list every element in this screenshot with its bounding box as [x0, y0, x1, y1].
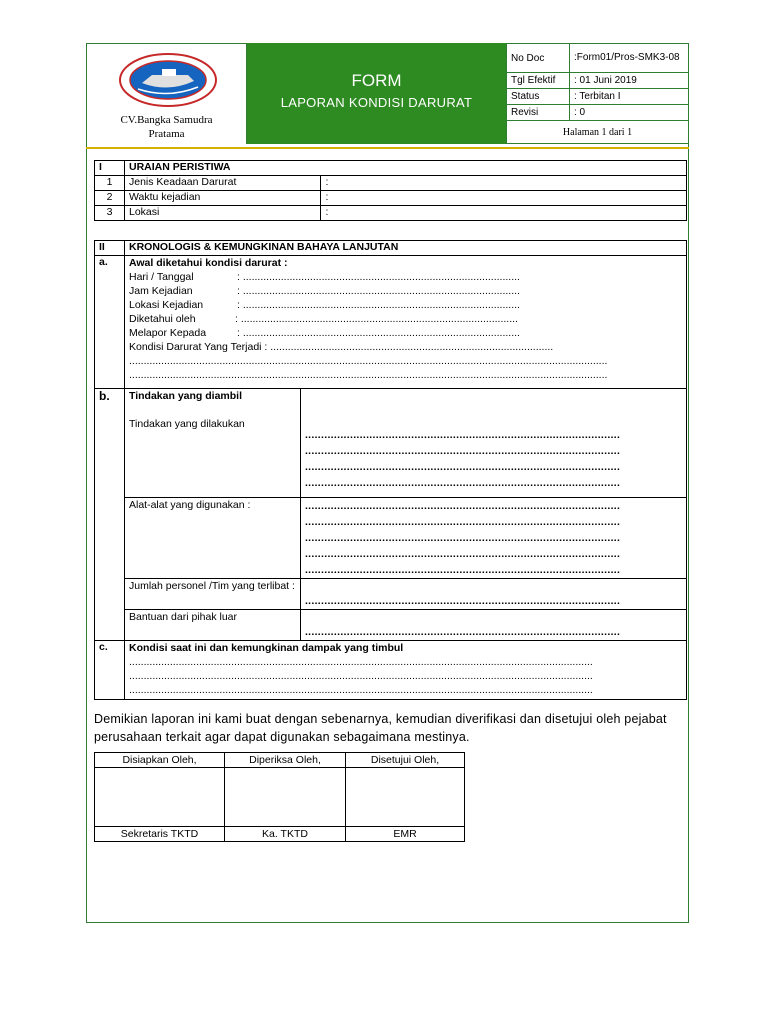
field-value[interactable]: : — [321, 206, 687, 221]
field-kondisi-line[interactable]: .................................................................................................................................................................... — [129, 369, 608, 381]
subsection-c: c. Kondisi saat ini dan kemungkinan dampak yang timbul ............................................................................................................................................................... ............................................................................................................................................................... ............................................................................................................................................................... — [95, 641, 687, 700]
tindakan-field[interactable]: .................................................................................................. .................................................................................................. .................................................................................................. .................................................................................................. — [300, 389, 686, 498]
table-row: 2 Waktu kejadian : — [95, 191, 687, 206]
signature-table — [94, 752, 465, 842]
document-header — [86, 43, 689, 144]
table-row: 3 Lokasi : — [95, 206, 687, 221]
field-diketahui-oleh[interactable]: Diketahui oleh : ............................................................................................... — [129, 313, 518, 325]
section-uraian-peristiwa — [94, 160, 687, 221]
signature-box[interactable] — [346, 768, 465, 827]
page-info-row — [507, 121, 689, 144]
field-kondisi-darurat[interactable]: Kondisi Darurat Yang Terjadi : ................................................................................................. — [129, 341, 554, 353]
subsection-heading: Kondisi saat ini dan kemungkinan dampak yang timbul — [129, 642, 404, 654]
form-title: FORM — [351, 71, 402, 90]
table-row — [95, 498, 687, 579]
section-number: II — [95, 241, 125, 256]
signature-header-row: Disiapkan Oleh, Diperiksa Oleh, Disetujui Oleh, — [95, 753, 465, 768]
field-hari-tanggal[interactable]: Hari / Tanggal : ............................................................................................... — [129, 271, 520, 283]
company-name — [86, 113, 247, 141]
closing-statement: Demikian laporan ini kami buat dengan sebenarnya, kemudian diverifikasi dan disetujui oleh pejabat perusahaan terkait agar dapat digunakan sebagaimana mestinya. — [94, 712, 667, 744]
company-line-2: Pratama — [148, 128, 185, 140]
company-line-1: CV.Bangka Samudra — [120, 114, 213, 126]
alat-field[interactable]: .................................................................................................. .................................................................................................. .................................................................................................. .................................................................................................. .................................................................................................. — [300, 498, 686, 579]
personel-field[interactable]: .................................................................................................. — [300, 579, 686, 610]
logo-cell — [86, 43, 247, 144]
table-row — [95, 579, 687, 610]
signature-box[interactable] — [95, 768, 225, 827]
personel-label: Jumlah personel /Tim yang terlibat : — [125, 579, 301, 610]
meta-row: Status : Terbitan I — [507, 89, 689, 105]
field-value[interactable]: : — [321, 176, 687, 191]
field-kondisi-line[interactable]: .................................................................................................................................................................... — [129, 355, 608, 367]
section-kronologis — [94, 240, 687, 700]
section-title: URAIAN PERISTIWA — [125, 161, 687, 176]
title-cell — [247, 43, 506, 144]
subsection-a: a. Awal diketahui kondisi darurat : Hari / Tanggal : ............................................................................................... Jam Kejadian : ............................................................................................... Lokasi Kejadian : ............................................................................................... Diketahui oleh : ............................................................................................... Melapor Kepada : ............................................................................................... Kondisi Darurat Yang Terjadi : ................................................................................................. .................................................................................................................................................................... .................................................................................................................................................................... — [95, 256, 687, 389]
bantuan-field[interactable]: .................................................................................................. — [300, 610, 686, 641]
signature-role-row: Sekretaris TKTD Ka. TKTD EMR — [95, 827, 465, 842]
company-logo — [118, 51, 218, 109]
subsection-heading: Tindakan yang diambil — [129, 390, 242, 402]
signature-box[interactable] — [225, 768, 346, 827]
subsection-b: b. Tindakan yang diambil Tindakan yang dilakukan .................................................................................................. .................................................................................................. .................................................................................................. .................................................................................................. — [95, 389, 687, 498]
form-subtitle: LAPORAN KONDISI DARURAT — [280, 95, 473, 110]
document-meta — [506, 43, 689, 144]
kondisi-line[interactable]: ............................................................................................................................................................... — [129, 656, 593, 668]
field-jam-kejadian[interactable]: Jam Kejadian : ............................................................................................... — [129, 285, 520, 297]
field-melapor-kepada[interactable]: Melapor Kepada : ............................................................................................... — [129, 327, 520, 339]
field-value[interactable]: : — [321, 191, 687, 206]
header-divider — [86, 147, 689, 149]
bantuan-label: Bantuan dari pihak luar — [129, 611, 237, 623]
field-lokasi-kejadian[interactable]: Lokasi Kejadian : ............................................................................................... — [129, 299, 520, 311]
section-title: KRONOLOGIS & KEMUNGKINAN BAHAYA LANJUTAN — [125, 241, 687, 256]
table-row — [95, 610, 687, 641]
kondisi-line[interactable]: ............................................................................................................................................................... — [129, 670, 593, 682]
meta-row: No Doc :Form01/Pros-SMK3-08 — [507, 44, 689, 73]
signature-space-row — [95, 768, 465, 827]
alat-label: Alat-alat yang digunakan : — [129, 499, 251, 511]
page-info: Halaman 1 dari 1 — [507, 121, 689, 144]
subsection-heading: Awal diketahui kondisi darurat : — [129, 257, 288, 269]
meta-row: Tgl Efektif : 01 Juni 2019 — [507, 73, 689, 89]
section-number: I — [95, 161, 125, 176]
kondisi-line[interactable]: ............................................................................................................................................................... — [129, 684, 593, 696]
meta-row: Revisi : 0 — [507, 105, 689, 121]
tindakan-label: Tindakan yang dilakukan — [129, 418, 245, 430]
table-row: 1 Jenis Keadaan Darurat : — [95, 176, 687, 191]
